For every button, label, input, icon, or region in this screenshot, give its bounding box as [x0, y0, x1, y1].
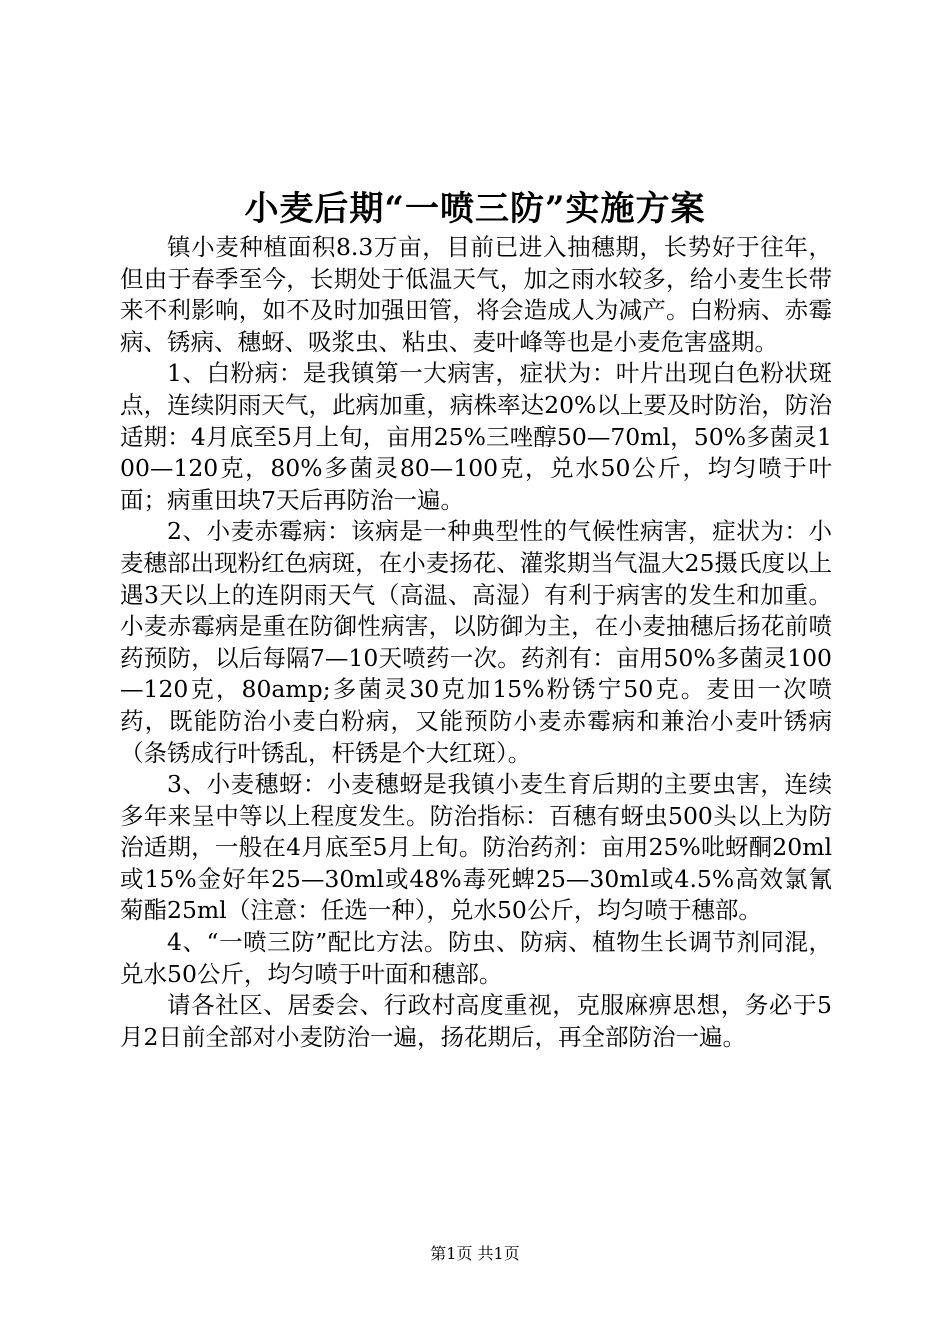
- document-body: [120, 232, 832, 1053]
- scab-paragraph: 2、小麦赤霉病：该病是一种典型性的气候性病害，症状为：小麦穗部出现粉红色病斑，在小麦扬花、灌浆期当气温大25摄氏度以上遇3天以上的连阴雨天气（高温、高湿）有利于病害的发生和加重。小麦赤霉病是重在防御性病害，以防御为主，在小麦抽穗后扬花前喷药预防，以后每隔7—10天喷药一次。药剂有：亩用50%多菌灵100—120克，80amp;多菌灵30克加15%粉锈宁50克。麦田一次喷药，既能防治小麦白粉病，又能预防小麦赤霉病和兼治小麦叶锈病（条锈成行叶锈乱，杆锈是个大红斑）。: [120, 517, 832, 767]
- mixing-method-paragraph: 4、“一喷三防”配比方法。防虫、防病、植物生长调节剂同混，兑水50公斤，均匀喷于叶面和穗部。: [120, 928, 832, 988]
- document-title: 小麦后期“一喷三防”实施方案: [244, 189, 706, 229]
- intro-paragraph: 镇小麦种植面积8.3万亩，目前已进入抽穗期，长势好于往年，但由于春季至今，长期处于低温天气，加之雨水较多，给小麦生长带来不利影响，如不及时加强田管，将会造成人为减产。白粉病、赤霉病、锈病、穗蚜、吸浆虫、粘虫、麦叶峰等也是小麦危害盛期。: [120, 233, 832, 356]
- closing-paragraph: 请各社区、居委会、行政村高度重视，克服麻痹思想，务必于5月2日前全部对小麦防治一遍，扬花期后，再全部防治一遍。: [120, 991, 832, 1051]
- page-number-footer: 第1页 共1页: [430, 1244, 520, 1263]
- aphid-paragraph: 3、小麦穗蚜：小麦穗蚜是我镇小麦生育后期的主要虫害，连续多年来呈中等以上程度发生。防治指标：百穗有蚜虫500头以上为防治适期，一般在4月底至5月上旬。防治药剂：亩用25%吡蚜酮20ml或15%金好年25—30ml或48%毒死蜱25—30ml或4.5%高效氯氰菊酯25ml（注意：任选一种），兑水50公斤，均匀喷于穗部。: [120, 770, 832, 925]
- powdery-mildew-paragraph: 1、白粉病：是我镇第一大病害，症状为：叶片出现白色粉状斑点，连续阴雨天气，此病加重，病株率达20%以上要及时防治，防治适期：4月底至5月上旬，亩用25%三唑醇50—70ml，50%多菌灵100—120克，80%多菌灵80—100克，兑水50公斤，均匀喷于叶面；病重田块7天后再防治一遍。: [120, 359, 832, 514]
